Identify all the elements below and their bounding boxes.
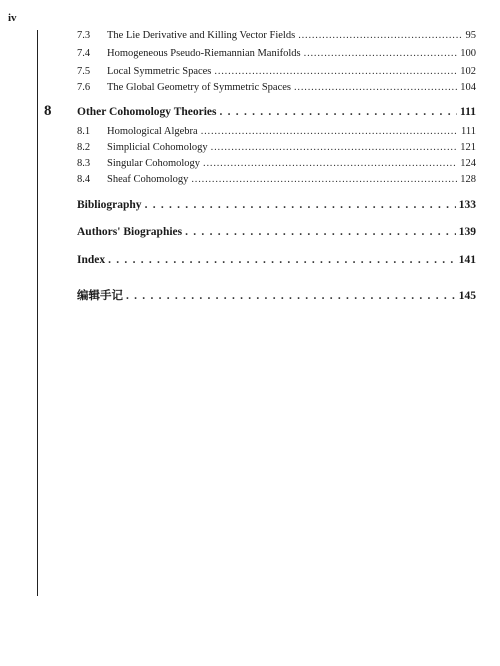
page-ref: 141 [458, 254, 476, 266]
section-number: 8.1 [77, 126, 91, 137]
leader-dots [145, 199, 456, 211]
page-ref: 95 [465, 30, 476, 41]
section-number: 8.2 [77, 142, 91, 153]
leader-dots [126, 290, 456, 302]
page-ref: 102 [460, 66, 476, 77]
page-ref: 121 [460, 142, 476, 153]
toc-entry-7-5[interactable] [77, 66, 476, 77]
toc-editors-notes[interactable] [77, 287, 476, 303]
leader-dots [191, 174, 457, 185]
toc-entry-7-6[interactable] [77, 82, 476, 93]
leader-dots [294, 82, 457, 93]
leader-dots [211, 142, 458, 153]
section-title: Local Symmetric Spaces [107, 66, 212, 77]
page-ref: 133 [458, 199, 476, 211]
section-number: 8.3 [77, 158, 91, 169]
section-number: 7.5 [77, 66, 91, 77]
chapter-number: 8 [44, 103, 52, 119]
chapter-title: Other Cohomology Theories [77, 106, 217, 118]
section-title: The Lie Derivative and Killing Vector Fields [107, 30, 296, 41]
toc-authors-biographies[interactable] [77, 226, 476, 238]
page-ref: 111 [460, 106, 476, 118]
page-ref: 111 [461, 126, 476, 137]
section-number: 7.3 [77, 30, 91, 41]
leader-dots [214, 66, 457, 77]
toc-entry-8-4[interactable] [77, 174, 476, 185]
leader-dots [185, 226, 456, 238]
margin-rule [37, 30, 38, 596]
entry-title: Index [77, 254, 106, 266]
section-number: 8.4 [77, 174, 91, 185]
leader-dots [108, 254, 456, 266]
section-title: Homological Algebra [107, 126, 198, 137]
page-ref: 128 [460, 174, 476, 185]
toc-entry-8-1[interactable] [77, 126, 476, 137]
section-title: Homogeneous Pseudo-Riemannian Manifolds [107, 48, 301, 59]
section-title: The Global Geometry of Symmetric Spaces [107, 82, 291, 93]
leader-dots [304, 48, 458, 59]
toc-entry-8-2[interactable] [77, 142, 476, 153]
entry-title: 编辑手记 [77, 290, 123, 302]
section-number: 7.6 [77, 82, 91, 93]
page-ref: 145 [458, 290, 476, 302]
leader-dots [203, 158, 457, 169]
page-ref: 100 [460, 48, 476, 59]
toc-chapter-8[interactable] [77, 106, 476, 118]
entry-title: Authors' Biographies [77, 226, 183, 238]
leader-dots [201, 126, 458, 137]
leader-dots [298, 30, 462, 41]
toc-bibliography[interactable] [77, 199, 476, 211]
page-ref: 139 [458, 226, 476, 238]
toc-entry-7-3[interactable] [77, 30, 476, 41]
leader-dots [220, 106, 458, 118]
page-number: iv [8, 12, 17, 24]
toc-entry-7-4[interactable] [77, 48, 476, 59]
toc-index[interactable] [77, 254, 476, 266]
page-ref: 104 [460, 82, 476, 93]
section-number: 7.4 [77, 48, 91, 59]
toc-entry-8-3[interactable] [77, 158, 476, 169]
page-ref: 124 [460, 158, 476, 169]
section-title: Sheaf Cohomology [107, 174, 189, 185]
section-title: Simplicial Cohomology [107, 142, 208, 153]
entry-title: Bibliography [77, 199, 142, 211]
section-title: Singular Cohomology [107, 158, 201, 169]
